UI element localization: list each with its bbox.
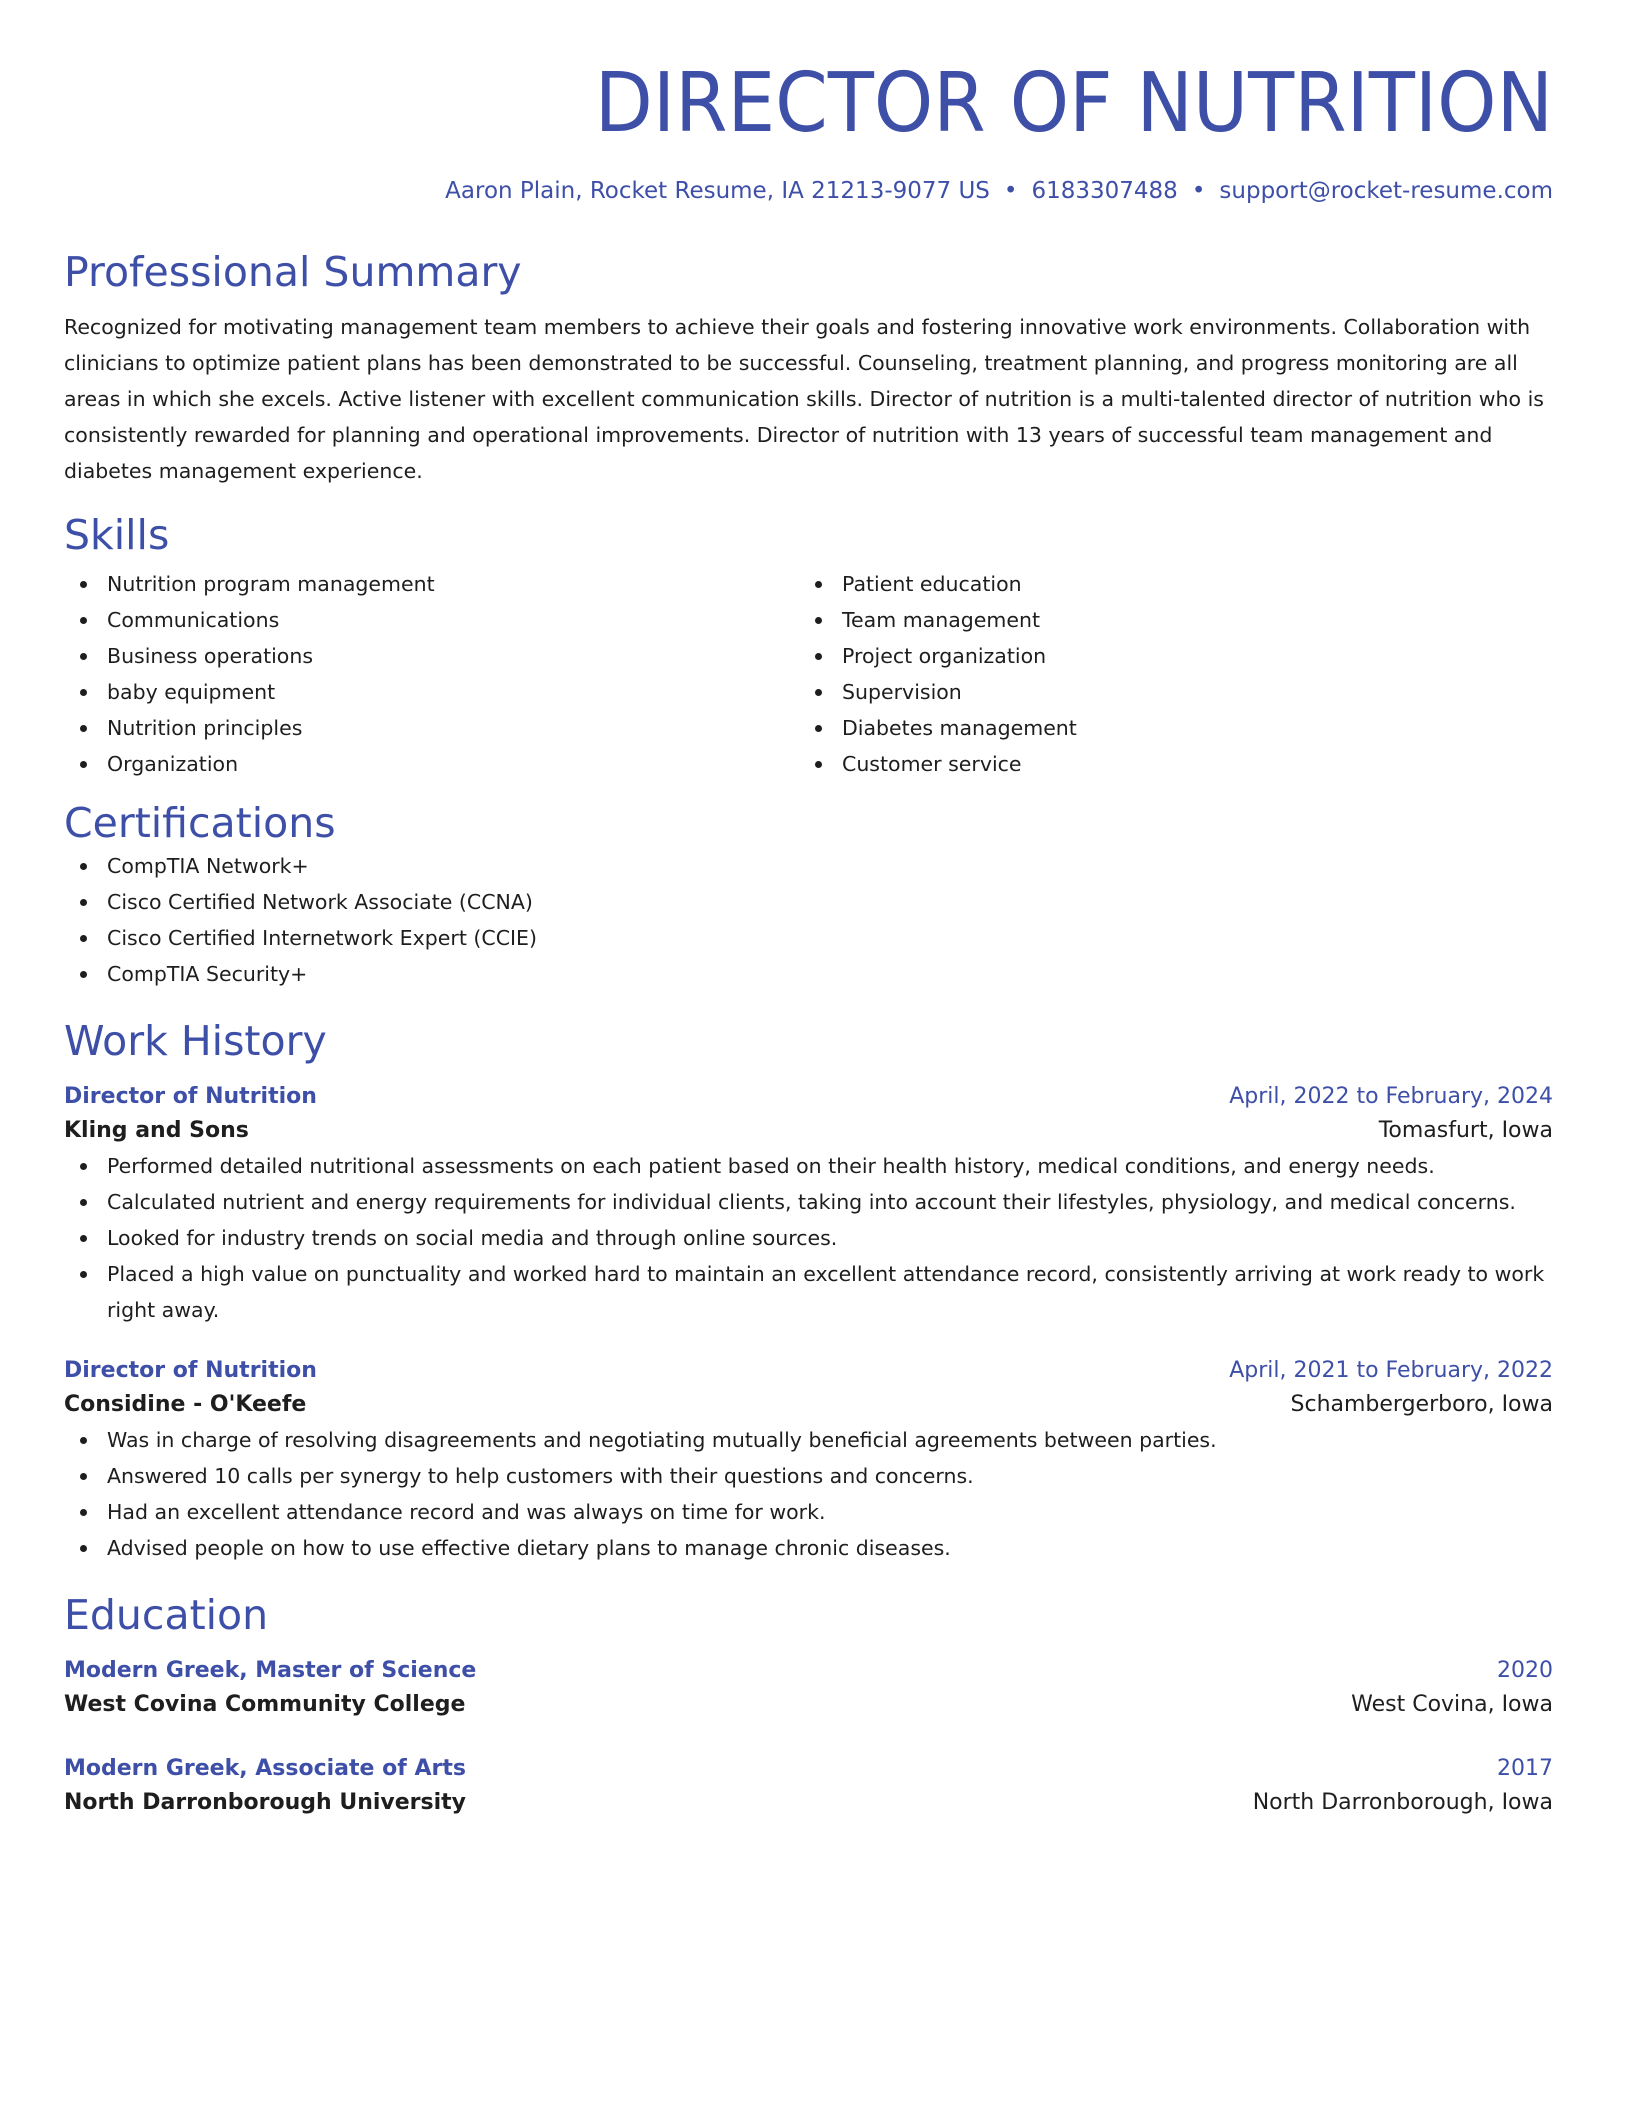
education-heading: Education [64,1591,269,1639]
skills-grid [64,566,1553,782]
certification-item: Cisco Certified Internetwork Expert (CCIE) [64,920,1553,956]
job-bullet: Advised people on how to use effective dietary plans to manage chronic diseases. [64,1530,1553,1566]
education-location: North Darronborough, Iowa [1252,1790,1553,1815]
contact-separator: • [1191,178,1206,204]
skill-item: Supervision [799,674,1534,710]
job-header-row [64,1354,1553,1388]
job-bullet: Looked for industry trends on social media and through online sources. [64,1220,1553,1256]
contact-line [64,176,1553,206]
job-bullet: Calculated nutrient and energy requirements for individual clients, taking into account their lifestyles, physiology, and medical concerns. [64,1184,1553,1220]
job-title: Director of Nutrition [64,1358,317,1383]
job-bullet-list [64,1148,1553,1328]
certification-item: Cisco Certified Network Associate (CCNA) [64,884,1553,920]
resume-page [64,0,1553,1820]
certification-item: CompTIA Security+ [64,956,1553,992]
skill-item: Project organization [799,638,1534,674]
skill-item: Business operations [64,638,799,674]
job-entry [64,1354,1553,1566]
education-school-row [64,1786,1553,1820]
education-year: 2017 [1497,1756,1553,1781]
certifications-heading: Certifications [64,799,336,847]
certifications-list [64,848,1553,992]
job-company: Considine - O'Keefe [64,1392,307,1417]
education-header-row [64,1654,1553,1688]
job-entry [64,1080,1553,1328]
skill-item: Organization [64,746,799,782]
skills-heading: Skills [64,511,170,559]
education-school: North Darronborough University [64,1790,467,1815]
job-dates: April, 2022 to February, 2024 [1229,1084,1553,1109]
job-location: Schambergerboro, Iowa [1290,1392,1553,1417]
work-history-heading: Work History [64,1017,327,1065]
education-degree: Modern Greek, Master of Science [64,1658,477,1683]
contact-phone: 6183307488 [1031,178,1178,204]
certification-item: CompTIA Network+ [64,848,1553,884]
education-year: 2020 [1497,1658,1553,1683]
job-org-row [64,1388,1553,1422]
skill-item: Customer service [799,746,1534,782]
education-location: West Covina, Iowa [1351,1692,1553,1717]
education-degree: Modern Greek, Associate of Arts [64,1756,466,1781]
job-title: Director of Nutrition [64,1084,317,1109]
job-bullet-list [64,1422,1553,1566]
job-bullet: Placed a high value on punctuality and worked hard to maintain an excellent attendance record, consistently arriving at work ready to work right away. [64,1256,1553,1328]
summary-text: Recognized for motivating management team members to achieve their goals and fostering innovative work environments. Collaboration with clinicians to optimize patient plans has been demonstrated to be successful. Counseling, treatment planning, and progress monitoring are all areas in which she excels. Active listener with excellent communication skills. Director of nutrition is a multi-talented director of nutrition who is consistently rewarded for planning and operational improvements. Director of nutrition with 13 years of successful team management and diabetes management experience. [64,315,1544,483]
contact-separator: • [1003,178,1018,204]
skill-item: Diabetes management [799,710,1534,746]
skill-item: Nutrition principles [64,710,799,746]
job-bullet: Was in charge of resolving disagreements and negotiating mutually beneficial agreements between parties. [64,1422,1553,1458]
skills-list-right [799,566,1534,782]
job-bullet: Had an excellent attendance record and was always on time for work. [64,1494,1553,1530]
job-bullet: Answered 10 calls per synergy to help customers with their questions and concerns. [64,1458,1553,1494]
education-entry [64,1752,1553,1820]
job-header-row [64,1080,1553,1114]
education-school: West Covina Community College [64,1692,466,1717]
contact-email: support@rocket-resume.com [1219,178,1553,204]
job-company: Kling and Sons [64,1118,249,1143]
job-location: Tomasfurt, Iowa [1378,1118,1553,1143]
job-dates: April, 2021 to February, 2022 [1229,1358,1553,1383]
education-school-row [64,1688,1553,1722]
job-bullet: Performed detailed nutritional assessments on each patient based on their health history, medical conditions, and energy needs. [64,1148,1553,1184]
contact-address: Aaron Plain, Rocket Resume, IA 21213-9077 US [445,178,990,204]
education-header-row [64,1752,1553,1786]
skill-item: Patient education [799,566,1534,602]
skills-list-left [64,566,799,782]
education-entry [64,1654,1553,1722]
skill-item: baby equipment [64,674,799,710]
skill-item: Nutrition program management [64,566,799,602]
summary-heading: Professional Summary [64,248,522,296]
skill-item: Team management [799,602,1534,638]
skill-item: Communications [64,602,799,638]
resume-title: DIRECTOR OF NUTRITION [594,56,1553,151]
job-org-row [64,1114,1553,1148]
